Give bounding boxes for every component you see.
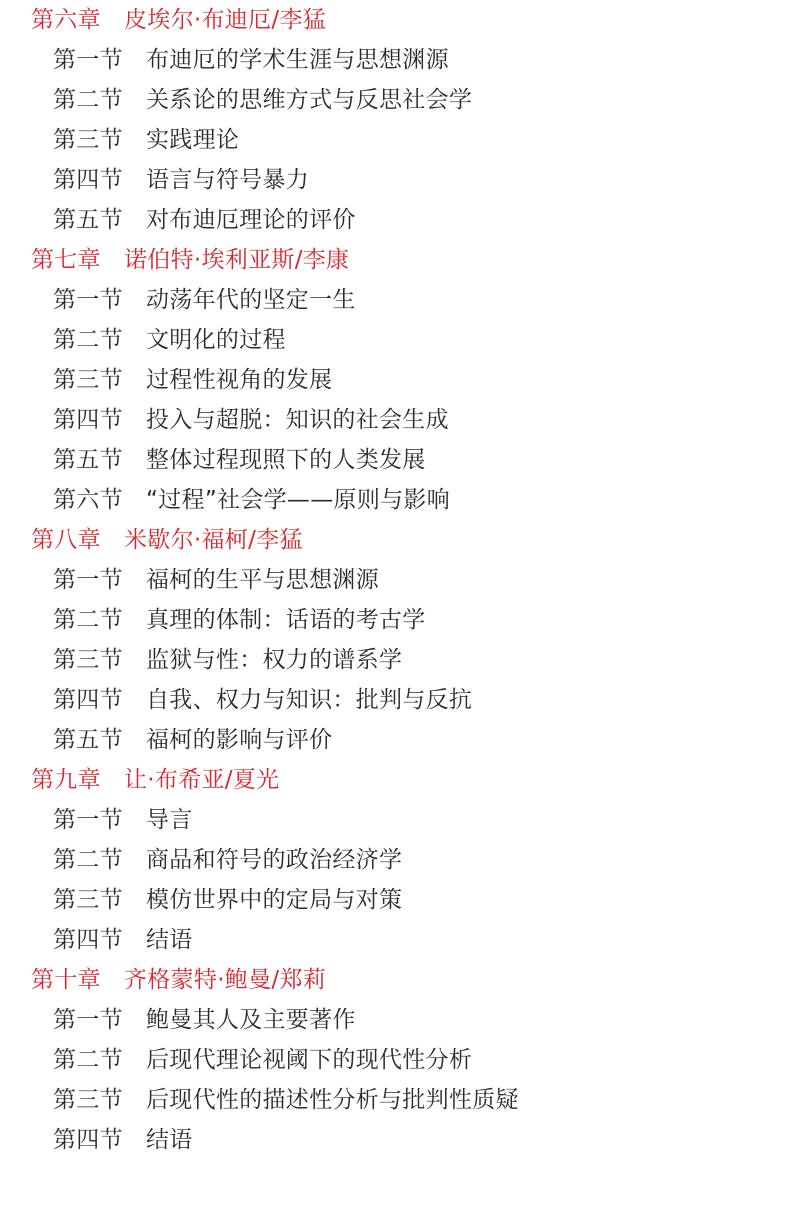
section-number: 第六节 <box>53 487 123 513</box>
toc-chapter <box>0 240 790 520</box>
toc-chapter <box>0 760 790 960</box>
section-number: 第四节 <box>53 167 123 193</box>
section-entry <box>0 360 790 400</box>
section-title: 投入与超脱：知识的社会生成 <box>146 407 449 433</box>
section-entry <box>0 400 790 440</box>
section-entry <box>0 1120 790 1160</box>
section-title: “过程”社会学——原则与影响 <box>146 487 451 513</box>
chapter-number: 第九章 <box>31 767 101 793</box>
section-entry <box>0 640 790 680</box>
section-number: 第四节 <box>53 687 123 713</box>
section-title: 整体过程现照下的人类发展 <box>146 447 426 473</box>
section-number: 第二节 <box>53 327 123 353</box>
section-title: 结语 <box>146 927 193 953</box>
section-entry <box>0 320 790 360</box>
section-title: 结语 <box>146 1127 193 1153</box>
section-title: 布迪厄的学术生涯与思想渊源 <box>146 47 449 73</box>
section-title: 福柯的生平与思想渊源 <box>146 567 379 593</box>
chapter-title: 诺伯特·埃利亚斯/李康 <box>124 247 350 273</box>
chapter-number: 第七章 <box>31 247 101 273</box>
section-number: 第四节 <box>53 1127 123 1153</box>
section-entry <box>0 1080 790 1120</box>
toc-chapter <box>0 960 790 1160</box>
section-title: 后现代性的描述性分析与批判性质疑 <box>146 1087 519 1113</box>
chapter-heading <box>0 240 790 280</box>
section-number: 第一节 <box>53 567 123 593</box>
section-title: 鲍曼其人及主要著作 <box>146 1007 356 1033</box>
chapter-heading <box>0 760 790 800</box>
section-entry <box>0 800 790 840</box>
chapter-title: 皮埃尔·布迪厄/李猛 <box>124 7 327 33</box>
section-number: 第五节 <box>53 207 123 233</box>
section-entry <box>0 920 790 960</box>
section-number: 第四节 <box>53 927 123 953</box>
section-entry <box>0 1040 790 1080</box>
section-title: 监狱与性：权力的谱系学 <box>146 647 403 673</box>
section-number: 第一节 <box>53 1007 123 1033</box>
section-number: 第一节 <box>53 287 123 313</box>
section-entry <box>0 840 790 880</box>
chapter-title: 齐格蒙特·鲍曼/郑莉 <box>124 967 327 993</box>
section-title: 语言与符号暴力 <box>146 167 310 193</box>
section-title: 后现代理论视阈下的现代性分析 <box>146 1047 473 1073</box>
section-entry <box>0 480 790 520</box>
toc-chapter <box>0 0 790 240</box>
section-entry <box>0 720 790 760</box>
chapter-title: 米歇尔·福柯/李猛 <box>124 527 303 553</box>
section-title: 自我、权力与知识：批判与反抗 <box>146 687 473 713</box>
section-title: 关系论的思维方式与反思社会学 <box>146 87 473 113</box>
section-entry <box>0 200 790 240</box>
section-number: 第三节 <box>53 647 123 673</box>
section-entry <box>0 440 790 480</box>
section-entry <box>0 880 790 920</box>
section-title: 真理的体制：话语的考古学 <box>146 607 426 633</box>
section-title: 实践理论 <box>146 127 240 153</box>
section-number: 第一节 <box>53 807 123 833</box>
section-title: 文明化的过程 <box>146 327 286 353</box>
toc-chapter <box>0 520 790 760</box>
chapter-number: 第六章 <box>31 7 101 33</box>
section-entry <box>0 560 790 600</box>
chapter-number: 第八章 <box>31 527 101 553</box>
section-entry <box>0 120 790 160</box>
chapter-title: 让·布希亚/夏光 <box>124 767 280 793</box>
section-title: 导言 <box>146 807 193 833</box>
section-title: 模仿世界中的定局与对策 <box>146 887 403 913</box>
chapter-heading <box>0 960 790 1000</box>
section-entry <box>0 80 790 120</box>
section-number: 第二节 <box>53 1047 123 1073</box>
section-entry <box>0 40 790 80</box>
chapter-heading <box>0 0 790 40</box>
section-number: 第二节 <box>53 87 123 113</box>
section-entry <box>0 1000 790 1040</box>
section-number: 第五节 <box>53 727 123 753</box>
section-entry <box>0 160 790 200</box>
section-title: 商品和符号的政治经济学 <box>146 847 403 873</box>
section-title: 动荡年代的坚定一生 <box>146 287 356 313</box>
section-number: 第二节 <box>53 847 123 873</box>
section-entry <box>0 680 790 720</box>
section-number: 第五节 <box>53 447 123 473</box>
section-number: 第四节 <box>53 407 123 433</box>
section-number: 第二节 <box>53 607 123 633</box>
section-number: 第三节 <box>53 887 123 913</box>
chapter-heading <box>0 520 790 560</box>
section-entry <box>0 600 790 640</box>
section-title: 对布迪厄理论的评价 <box>146 207 356 233</box>
section-title: 过程性视角的发展 <box>146 367 333 393</box>
section-number: 第一节 <box>53 47 123 73</box>
section-number: 第三节 <box>53 1087 123 1113</box>
chapter-number: 第十章 <box>31 967 101 993</box>
section-entry <box>0 280 790 320</box>
section-number: 第三节 <box>53 127 123 153</box>
section-number: 第三节 <box>53 367 123 393</box>
section-title: 福柯的影响与评价 <box>146 727 333 753</box>
